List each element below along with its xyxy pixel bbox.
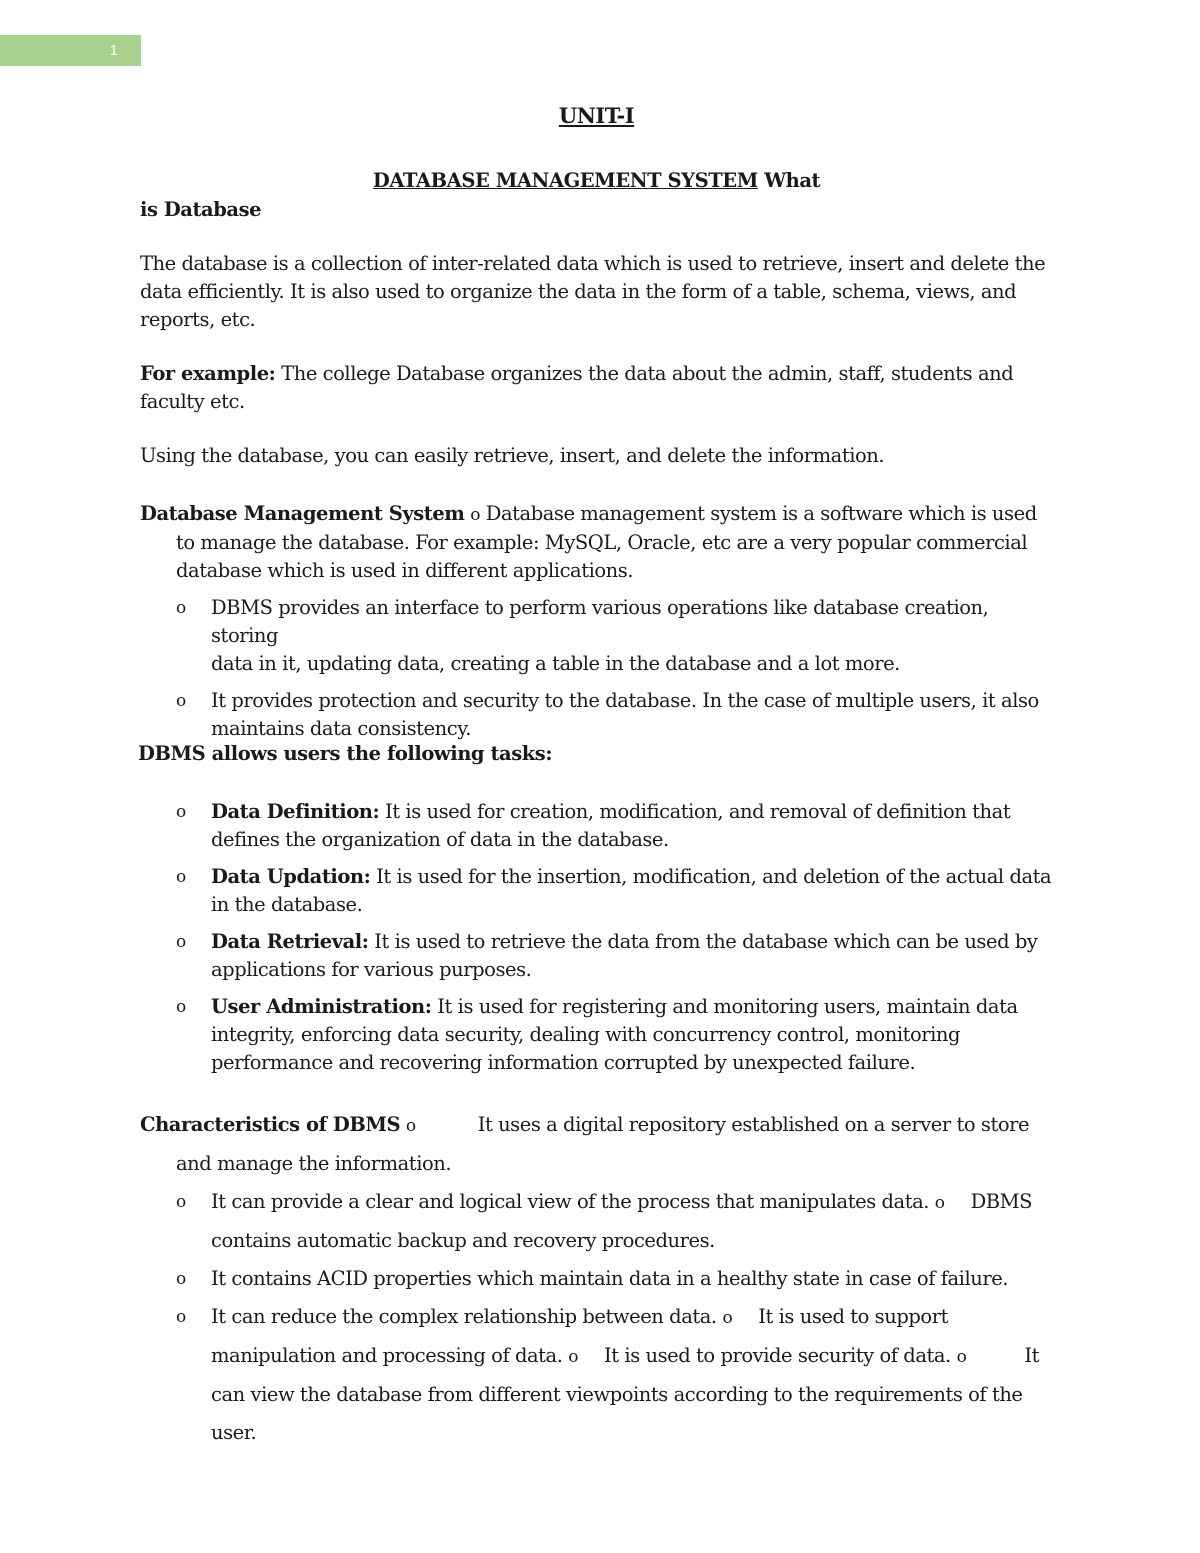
bullet-icon: o — [956, 1347, 967, 1367]
text-line: faculty etc. — [140, 390, 245, 413]
bullet-icon: o — [176, 1269, 186, 1289]
bullet-icon: o — [470, 505, 481, 525]
bullet-icon: o — [176, 1192, 186, 1212]
list-item: o DBMS provides an interface to perform various operations like database creation, storing data in it, updating data, creating a table in the database and a lot more. — [176, 596, 989, 675]
bullet-icon: o — [405, 1116, 416, 1136]
characteristics-bullet-list — [140, 1183, 1060, 1452]
tasks-heading: DBMS allows users the following tasks: — [138, 742, 553, 765]
bullet-icon: o — [722, 1308, 733, 1328]
list-item: o It can provide a clear and logical view of the process that manipulates data. o DBMS contains automatic backup and recovery procedures. — [140, 1183, 1060, 1260]
dbms-bullet-list — [140, 594, 1060, 743]
list-item: o It contains ACID properties which maintain data in a healthy state in case of failure. — [140, 1260, 1060, 1298]
bullet-icon: o — [934, 1193, 945, 1213]
intro-paragraph — [140, 250, 1045, 334]
characteristics-section — [140, 1106, 1060, 1452]
main-heading-rest: What — [757, 169, 821, 192]
text-line: The database is a collection of inter-related data which is used to retrieve, insert and delete the — [140, 252, 1046, 275]
bullet-icon: o — [176, 691, 186, 711]
list-item: o User Administration: It is used for registering and monitoring users, maintain data integrity, enforcing data security, dealing with concurrency control, monitoring performance and recovering information corrupted by unexpected failure. — [176, 995, 1018, 1074]
bullet-icon: o — [176, 1307, 186, 1327]
task-label: User Administration: — [211, 995, 432, 1018]
sub-heading: is Database — [140, 198, 262, 221]
list-item: o It provides protection and security to the database. In the case of multiple users, it also maintains data consistency. — [176, 689, 1039, 740]
list-item: o Data Updation: It is used for the insertion, modification, and deletion of the actual data in the database. — [176, 865, 1052, 916]
characteristics-heading: Characteristics of DBMS — [140, 1113, 401, 1136]
bullet-icon: o — [176, 997, 186, 1017]
text-line: Database Management System o Database management system is a software which is used — [140, 502, 1037, 525]
text-line: Characteristics of DBMS o It uses a digital repository established on a server to store — [140, 1113, 1030, 1136]
list-item: o Data Definition: It is used for creation, modification, and removal of definition that defines the organization of data in the database. — [176, 800, 1011, 851]
task-label: Data Updation: — [211, 865, 371, 888]
task-label: Data Definition: — [211, 800, 380, 823]
text-line: to manage the database. For example: MySQL, Oracle, etc are a very popular commercial — [176, 531, 1028, 554]
unit-title: UNIT-I — [558, 103, 635, 128]
main-heading-underlined: DATABASE MANAGEMENT SYSTEM — [372, 169, 758, 192]
task-label: Data Retrieval: — [211, 930, 369, 953]
list-item: o Data Retrieval: It is used to retrieve the data from the database which can be used by applications for various purposes. — [176, 930, 1038, 981]
page-number-badge: 1 — [0, 35, 141, 66]
bullet-icon: o — [176, 802, 186, 822]
bullet-icon: o — [176, 867, 186, 887]
example-paragraph — [140, 360, 1013, 416]
dbms-section — [140, 500, 1060, 743]
list-item: o It can reduce the complex relationship between data. o It is used to support manipulation and processing of data. o It is used to provide security of data. o It can view the database from different viewpoints according to the requirements of the user. — [140, 1298, 1060, 1452]
main-heading — [140, 167, 1053, 195]
bullet-icon: o — [176, 932, 186, 952]
bullet-icon: o — [568, 1347, 579, 1367]
text-line: database which is used in different applications. — [176, 559, 634, 582]
text-line: and manage the information. — [176, 1152, 452, 1175]
using-paragraph: Using the database, you can easily retrieve, insert, and delete the information. — [140, 444, 885, 467]
dbms-heading: Database Management System — [140, 502, 465, 525]
text-line: data efficiently. It is also used to organize the data in the form of a table, schema, views, and — [140, 280, 1017, 303]
text-line: For example: The college Database organizes the data about the admin, staff, students and — [140, 362, 1014, 385]
text-line: reports, etc. — [140, 308, 256, 331]
bullet-icon: o — [176, 598, 186, 618]
tasks-list — [140, 798, 1060, 1077]
example-label: For example: — [140, 362, 276, 385]
